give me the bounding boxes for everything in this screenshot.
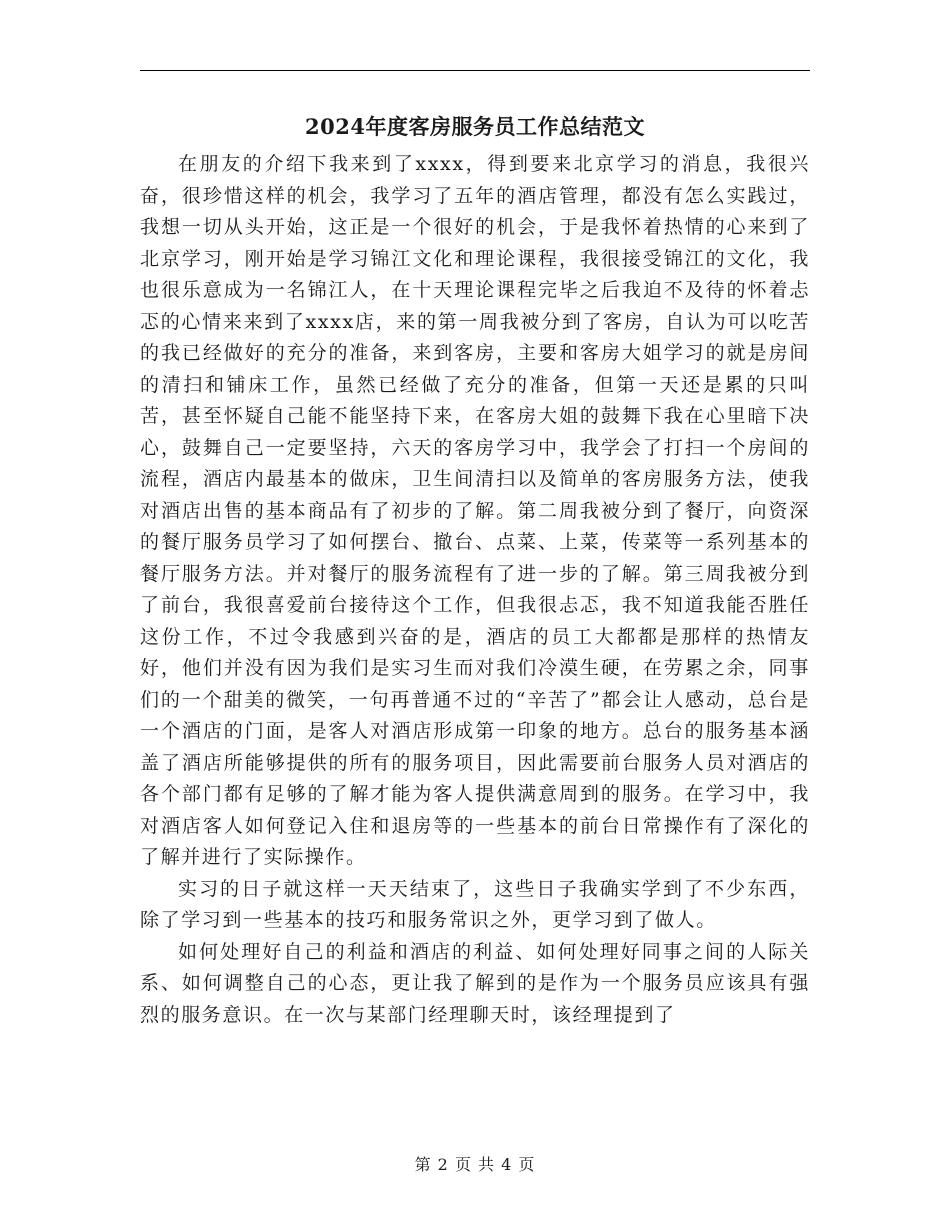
paragraph-2: 实习的日子就这样一天天结束了，这些日子我确实学到了不少东西，除了学习到一些基本的技巧和服务常识之外，更学习到了做人。: [140, 877, 810, 931]
page-number-footer: 第 2 页 共 4 页: [414, 1155, 536, 1174]
paragraph-3: 如何处理好自己的利益和酒店的利益、如何处理好同事之间的人际关系、如何调整自己的心态，更让我了解到的是作为一个服务员应该具有强烈的服务意识。在一次与某部门经理聊天时，该经理提到了: [140, 940, 810, 1026]
document-body: [140, 149, 810, 1031]
paragraph-1: 在朋友的介绍下我来到了xxxx，得到要来北京学习的消息，我很兴奋，很珍惜这样的机会，我学习了五年的酒店管理，都没有怎么实践过，我想一切从头开始，这正是一个很好的机会，于是我怀着热情的心来到了北京学习，刚开始是学习锦江文化和理论课程，我很接受锦江的文化，我也很乐意成为一名锦江人，在十天理论课程完毕之后我迫不及待的怀着忐忑的心情来来到了xxxx店，来的第一周我被分到了客房，自认为可以吃苦的我已经做好的充分的准备，来到客房，主要和客房大姐学习的就是房间的清扫和铺床工作，虽然已经做了充分的准备，但第一天还是累的只叫苦，甚至怀疑自己能不能坚持下来，在客房大姐的鼓舞下我在心里暗下决心，鼓舞自己一定要坚持，六天的客房学习中，我学会了打扫一个房间的流程，酒店内最基本的做床，卫生间清扫以及简单的客房服务方法，使我对酒店出售的基本商品有了初步的了解。第二周我被分到了餐厅，向资深的餐厅服务员学习了如何摆台、撤台、点菜、上菜，传菜等一系列基本的餐厅服务方法。并对餐厅的服务流程有了进一步的了解。第三周我被分到了前台，我很喜爱前台接待这个工作，但我很忐忑，我不知道我能否胜任这份工作，不过令我感到兴奋的是，酒店的员工大都都是那样的热情友好，他们并没有因为我们是实习生而对我们冷漠生硬，在劳累之余，同事们的一个甜美的微笑，一句再普通不过的“辛苦了”都会让人感动，总台是一个酒店的门面，是客人对酒店形成第一印象的地方。总台的服务基本涵盖了酒店所能够提供的所有的服务项目，因此需要前台服务人员对酒店的各个部门都有足够的了解才能为客人提供满意周到的服务。在学习中，我对酒店客人如何登记入住和退房等的一些基本的前台日常操作有了深化的了解并进行了实际操作。: [140, 153, 810, 868]
header-rule: [140, 70, 810, 71]
document-title: 2024年度客房服务员工作总结范文: [305, 114, 645, 139]
